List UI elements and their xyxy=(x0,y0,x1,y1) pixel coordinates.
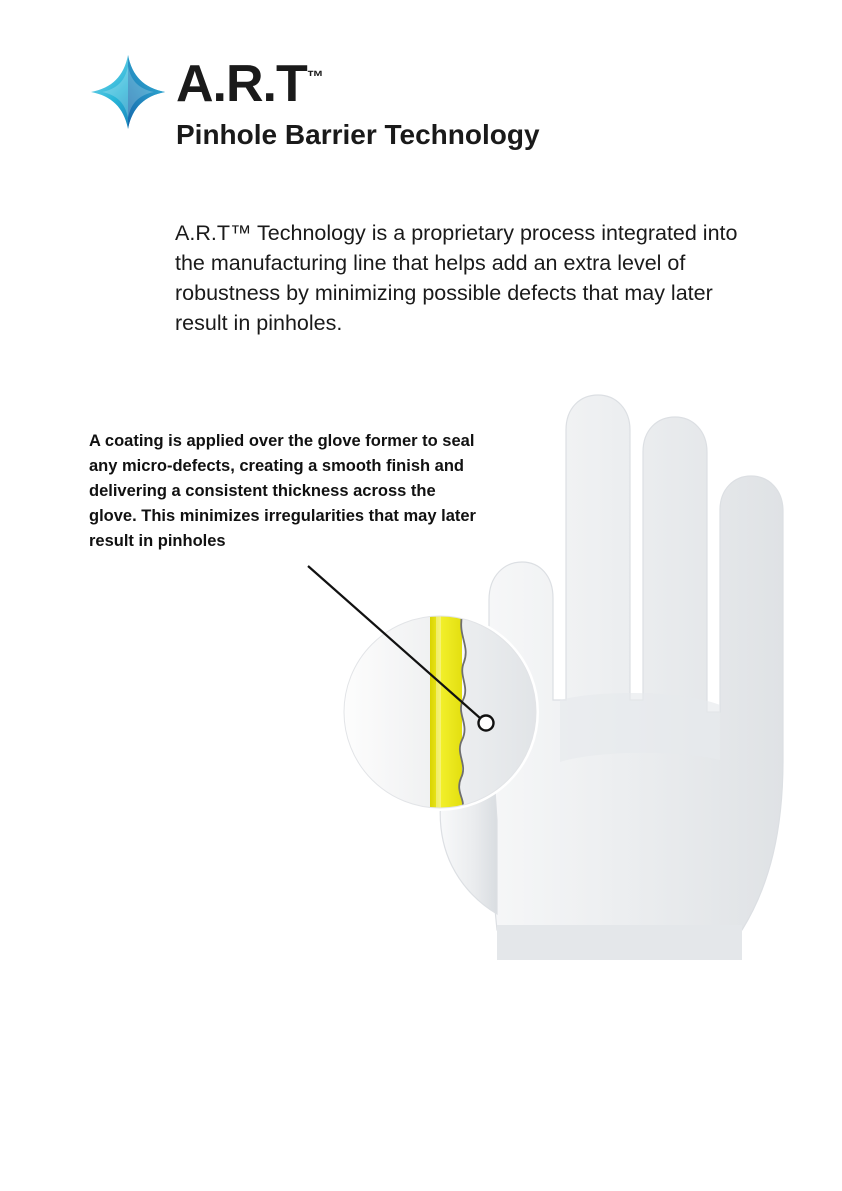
four-point-star-icon xyxy=(88,52,168,132)
document-header xyxy=(88,46,788,166)
footer-spacer xyxy=(0,1071,842,1191)
page-title xyxy=(176,55,324,113)
trademark-symbol: ™ xyxy=(306,67,324,87)
callout-text: A coating is applied over the glove former to seal any micro-defects, creating a smooth finish and delivering a consistent thickness across the glove. This minimizes irregularities that may later result in pinholes xyxy=(89,431,476,550)
pointer-line xyxy=(308,566,494,731)
brand-title-text: A.R.T xyxy=(176,55,307,113)
glove-hand-illustration xyxy=(440,395,783,960)
page-subtitle: Pinhole Barrier Technology xyxy=(176,119,540,150)
intro-paragraph: A.R.T™ Technology is a proprietary process integrated into the manufacturing line that helps add an extra level of robustness by minimizing possible defects that may later result in pinholes. xyxy=(175,220,738,335)
magnified-cross-section-circle xyxy=(344,616,545,808)
circle-endpoint xyxy=(479,716,494,731)
